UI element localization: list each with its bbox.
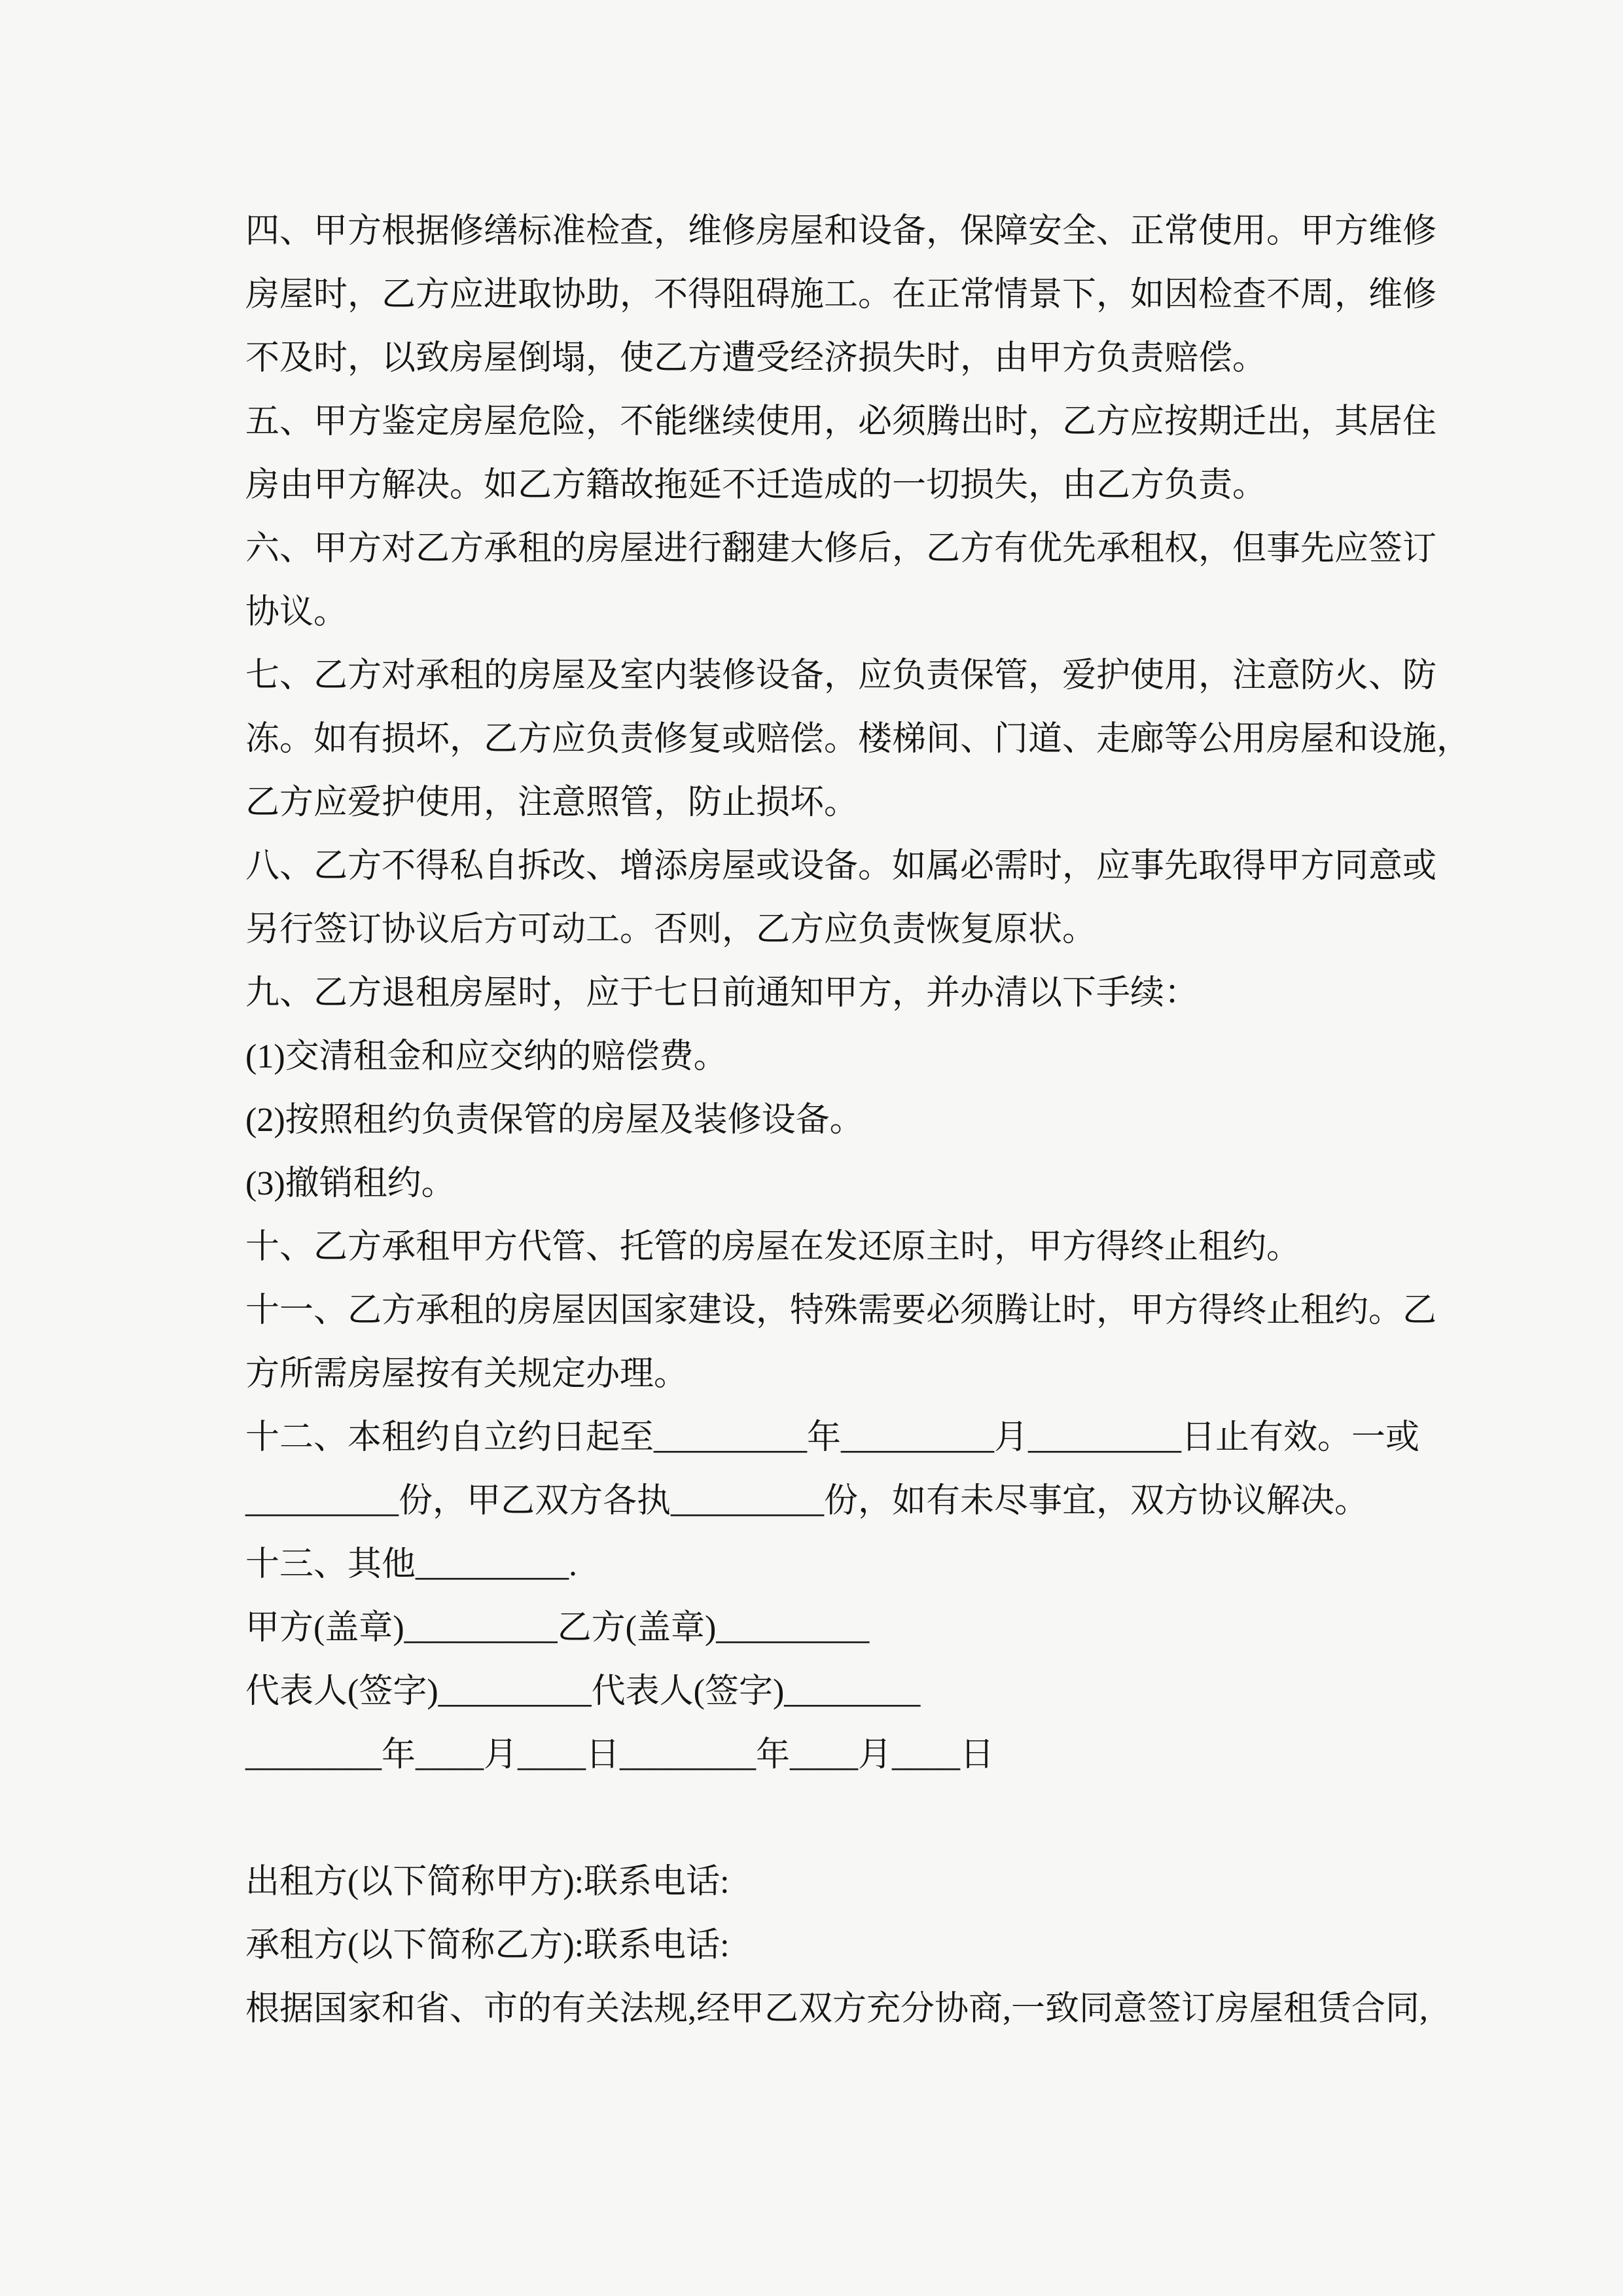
- document-line: 七、乙方对承租的房屋及室内装修设备，应负责保管，爱护使用，注意防火、防: [245, 657, 1437, 694]
- document-line: 另行签订协议后方可动工。否则，乙方应负责恢复原状。: [245, 911, 1097, 948]
- document-line: 协议。: [245, 594, 348, 631]
- document-line: _________份，甲乙双方各执_________份，如有未尽事宜，双方协议解决。: [245, 1482, 1369, 1520]
- document-line: (3)撤销租约。: [245, 1165, 455, 1202]
- document-line: 八、乙方不得私自拆改、增添房屋或设备。如属必需时，应事先取得甲方同意或: [245, 848, 1437, 885]
- document-line: 十二、本租约自立约日起至_________年_________月_________日止有效。一或: [245, 1419, 1420, 1456]
- document-line: 承租方(以下简称乙方):联系电话:: [245, 1927, 730, 1964]
- document-line: 房由甲方解决。如乙方籍故拖延不迁造成的一切损失，由乙方负责。: [245, 467, 1267, 504]
- contract-body: [245, 200, 1471, 2041]
- blank-line: [245, 1787, 1397, 1850]
- document-line: 十一、乙方承租的房屋因国家建设，特殊需要必须腾让时，甲方得终止租约。乙: [245, 1292, 1437, 1329]
- document-line: (1)交清租金和应交纳的赔偿费。: [245, 1038, 728, 1075]
- document-line: 乙方应爱护使用，注意照管，防止损坏。: [245, 784, 859, 821]
- document-line: 五、甲方鉴定房屋危险，不能继续使用，必须腾出时，乙方应按期迁出，其居住: [245, 403, 1437, 440]
- document-line: 十、乙方承租甲方代管、托管的房屋在发还原主时，甲方得终止租约。: [245, 1229, 1301, 1266]
- document-line: 四、甲方根据修缮标准检查，维修房屋和设备，保障安全、正常使用。甲方维修: [245, 213, 1437, 250]
- document-line: 不及时，以致房屋倒塌，使乙方遭受经济损失时，由甲方负责赔偿。: [245, 340, 1267, 377]
- document-line: 甲方(盖章)_________乙方(盖章)_________: [245, 1609, 870, 1647]
- document-line: 根据国家和省、市的有关法规,经甲乙双方充分协商,一致同意签订房屋租赁合同,: [245, 1990, 1429, 2028]
- document-line: 冻。如有损坏，乙方应负责修复或赔偿。楼梯间、门道、走廊等公用房屋和设施，: [245, 721, 1471, 758]
- document-line: 代表人(签字)_________代表人(签字)________: [245, 1673, 921, 1710]
- document-line: 六、甲方对乙方承租的房屋进行翻建大修后，乙方有优先承租权，但事先应签订: [245, 530, 1437, 567]
- document-line: 九、乙方退租房屋时，应于七日前通知甲方，并办清以下手续：: [245, 975, 1199, 1012]
- document-line: 出租方(以下简称甲方):联系电话:: [245, 1863, 730, 1901]
- document-line: 方所需房屋按有关规定办理。: [245, 1355, 688, 1393]
- document-line: 十三、其他_________.: [245, 1546, 578, 1583]
- document-line: ________年____月____日________年____月____日: [245, 1736, 995, 1774]
- document-line: (2)按照租约负责保管的房屋及装修设备。: [245, 1102, 864, 1139]
- document-line: 房屋时，乙方应进取协助，不得阻碍施工。在正常情景下，如因检查不周，维修: [245, 276, 1437, 314]
